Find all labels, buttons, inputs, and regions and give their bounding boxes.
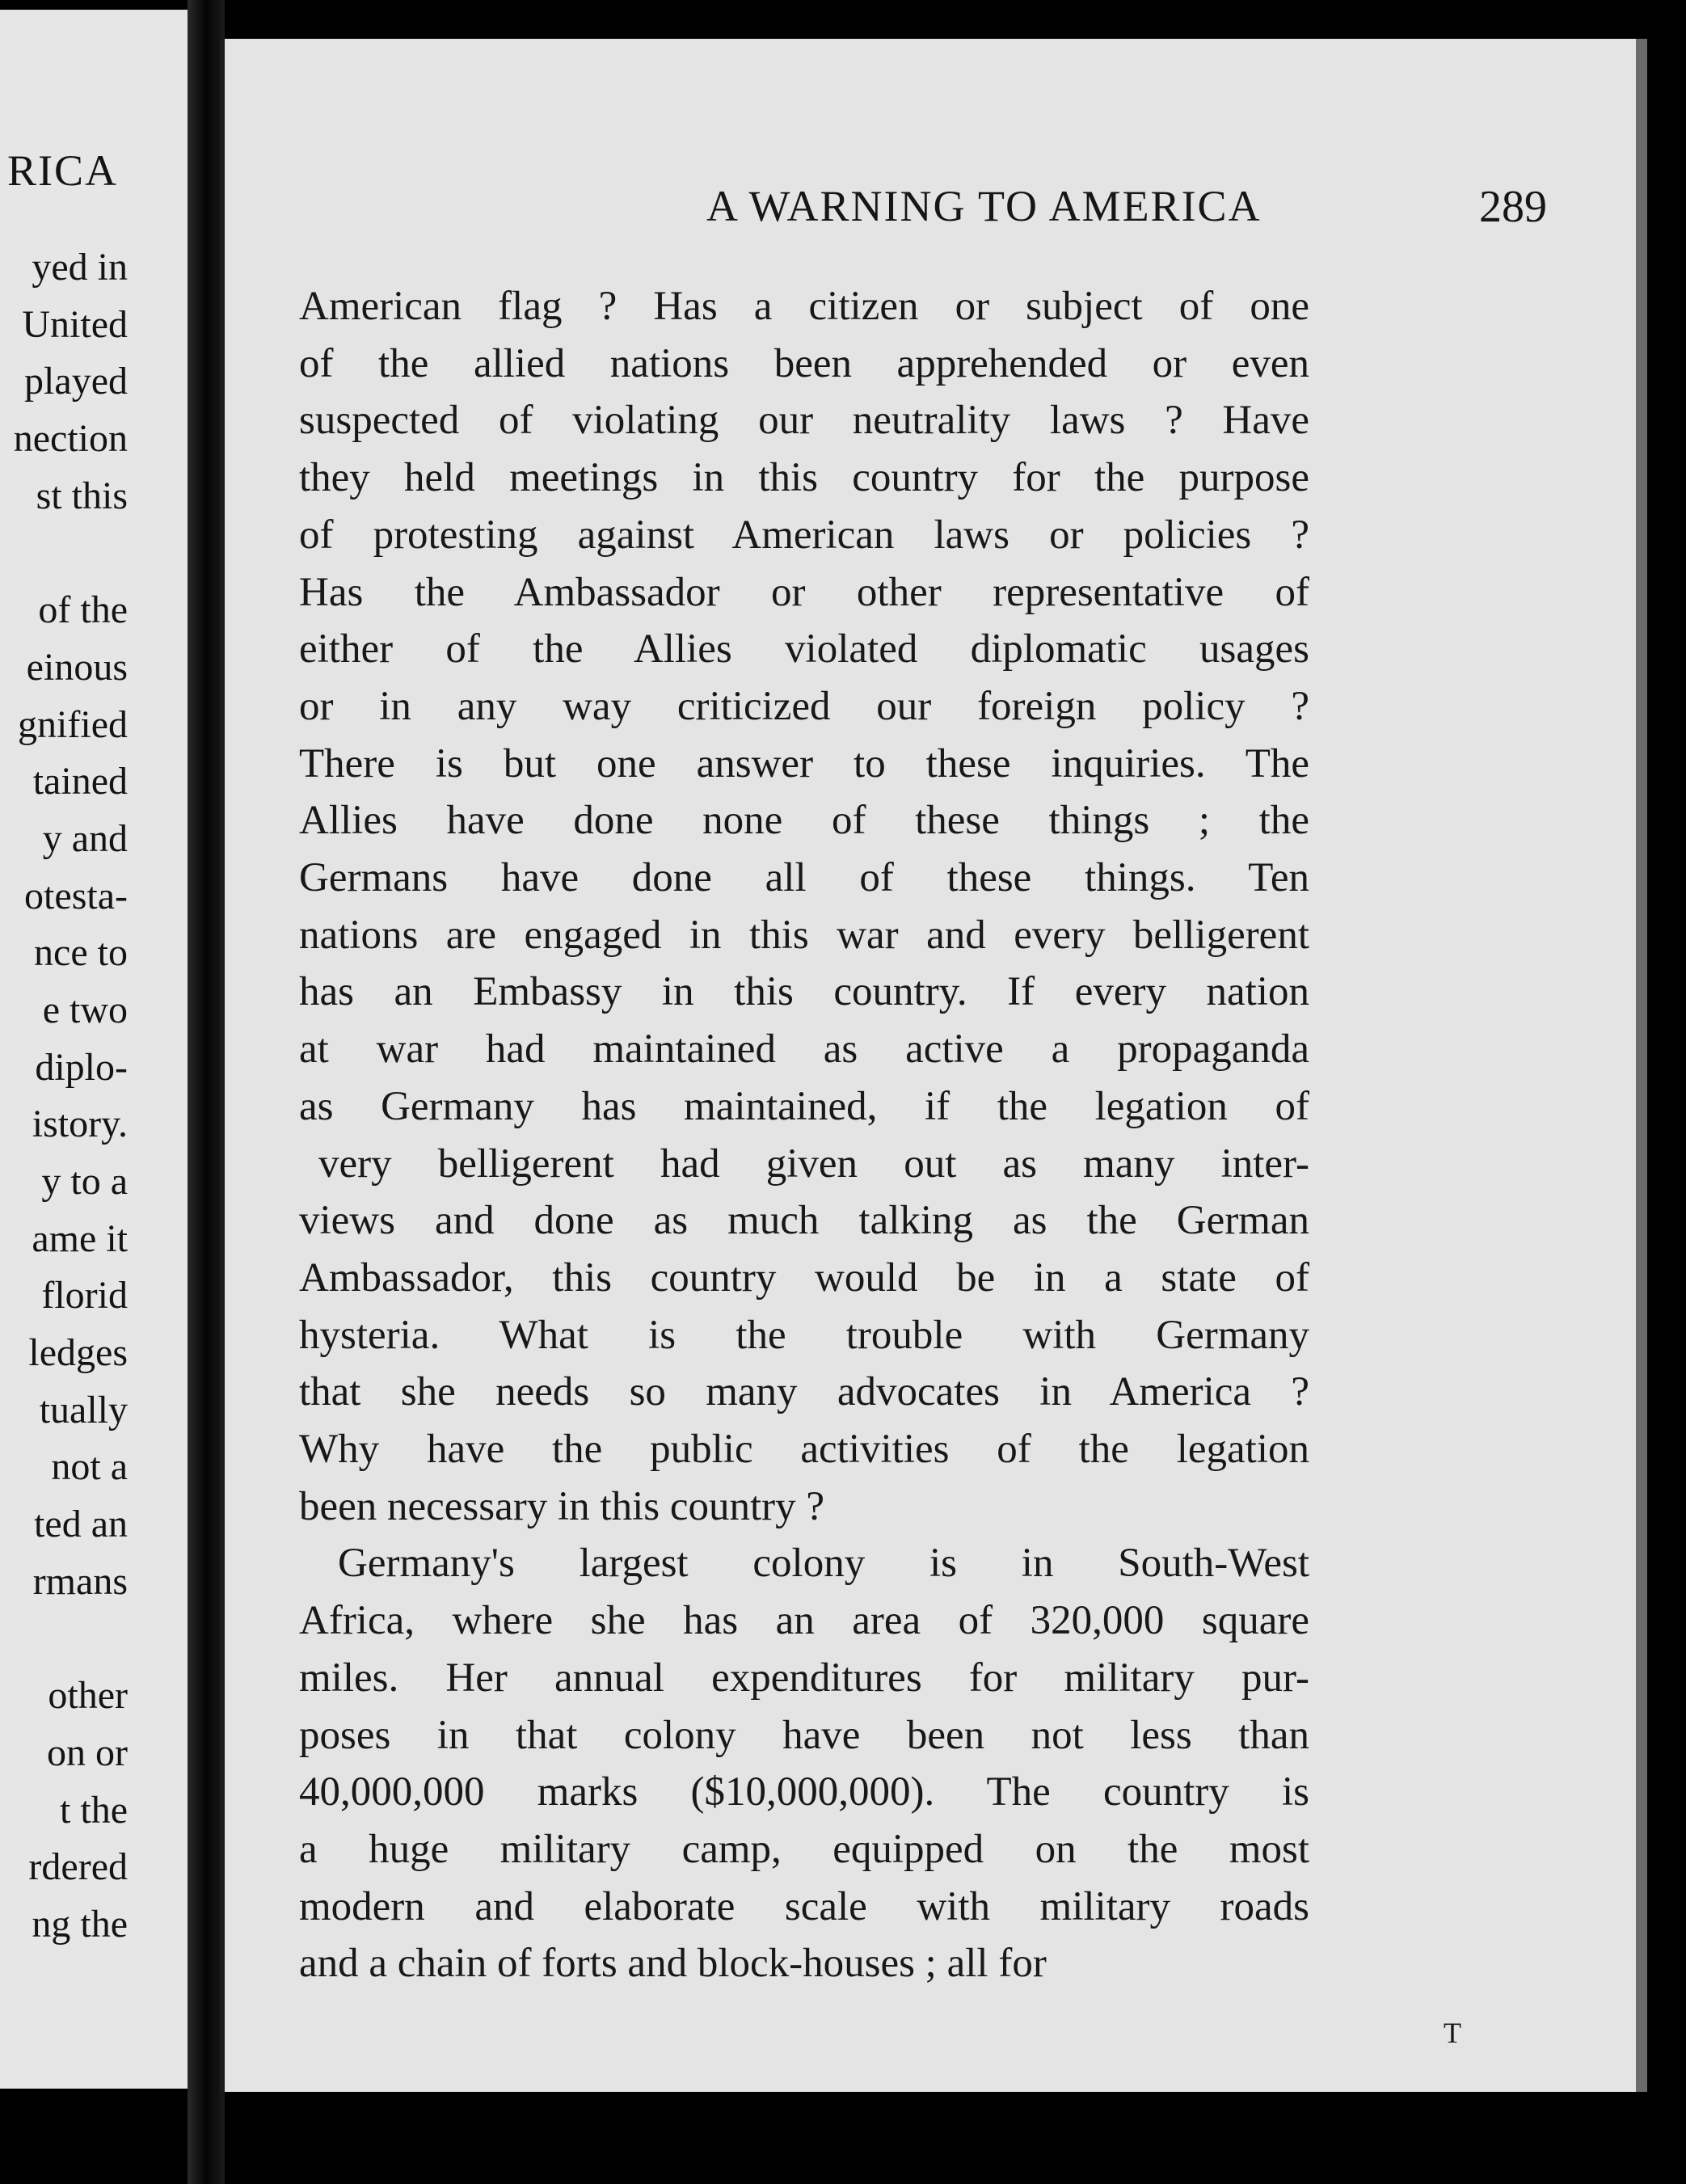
text-line: they held meetings in this country for the purpose bbox=[299, 455, 1309, 501]
text-line: Africa, where she has an area of 320,000 square bbox=[299, 1598, 1309, 1644]
left-page-running-head: RICA bbox=[6, 146, 118, 195]
left-page-line: y to a bbox=[41, 1160, 128, 1203]
text-line: poses in that colony have been not less than bbox=[299, 1712, 1309, 1758]
text-line: Ambassador, this country would be in a state of bbox=[299, 1254, 1309, 1301]
text-line: been necessary in this country ? bbox=[299, 1483, 825, 1529]
left-page-line: other bbox=[48, 1674, 128, 1718]
left-page-line: on or bbox=[47, 1731, 128, 1774]
left-page-line: gnified bbox=[18, 702, 128, 746]
left-page-line: ted an bbox=[34, 1503, 128, 1546]
left-facing-page bbox=[0, 10, 199, 2089]
left-page-line: not a bbox=[51, 1445, 128, 1489]
left-page-text bbox=[14, 239, 128, 1954]
left-page-line bbox=[14, 525, 128, 582]
left-page-line: diplo- bbox=[35, 1045, 128, 1089]
left-page-line: otesta- bbox=[24, 874, 128, 917]
text-line: Germany's largest colony is in South-West bbox=[338, 1541, 1309, 1587]
text-line: views and done as much talking as the German bbox=[299, 1198, 1309, 1244]
text-line: hysteria. What is the trouble with Germany bbox=[299, 1312, 1309, 1358]
text-line: There is but one answer to these inquiries. The bbox=[299, 740, 1309, 786]
left-page-line: ame it bbox=[32, 1216, 128, 1260]
left-page-line: played bbox=[24, 360, 128, 403]
left-page-line: tained bbox=[32, 760, 128, 803]
left-page-line bbox=[14, 1611, 128, 1668]
text-line: of protesting against American laws or policies ? bbox=[299, 512, 1309, 558]
left-page-line: rmans bbox=[32, 1559, 128, 1603]
text-line: of the allied nations been apprehended or even bbox=[299, 340, 1309, 386]
text-line: Why have the public activities of the legation bbox=[299, 1427, 1309, 1472]
left-page-line: e two bbox=[42, 988, 128, 1031]
text-line: very belligerent had given out as many inter- bbox=[318, 1140, 1309, 1187]
text-line: that she needs so many advocates in America ? bbox=[299, 1369, 1309, 1415]
left-page-line: ledges bbox=[28, 1331, 128, 1375]
text-line: miles. Her annual expenditures for military pur- bbox=[299, 1655, 1309, 1701]
text-line: American flag ? Has a citizen or subject of one bbox=[299, 284, 1309, 329]
left-page-line: rdered bbox=[28, 1845, 128, 1889]
left-page-line: einous bbox=[26, 645, 128, 689]
text-line: at war had maintained as active a propaganda bbox=[299, 1027, 1309, 1073]
text-line: Has the Ambassador or other representative of bbox=[299, 569, 1309, 615]
left-page-line: st this bbox=[36, 474, 128, 517]
left-page-line: of the bbox=[38, 588, 128, 632]
running-title: A WARNING TO AMERICA bbox=[706, 182, 1262, 230]
right-page bbox=[220, 39, 1647, 2092]
left-page-line: florid bbox=[41, 1274, 128, 1318]
left-page-line: nection bbox=[13, 417, 128, 461]
text-line: 40,000,000 marks ($10,000,000). The country is bbox=[299, 1769, 1309, 1815]
text-line: and a chain of forts and block-houses ; all for bbox=[299, 1941, 1047, 1987]
left-page-line: t the bbox=[60, 1788, 128, 1832]
left-page-line: ng the bbox=[32, 1902, 128, 1946]
signature-mark: T bbox=[1444, 2017, 1461, 2049]
text-line: Germans have done all of these things. Ten bbox=[299, 855, 1309, 900]
left-page-line: tually bbox=[39, 1388, 128, 1431]
page-number: 289 bbox=[1479, 182, 1547, 232]
text-line: has an Embassy in this country. If every nation bbox=[299, 969, 1309, 1015]
text-line: suspected of violating our neutrality laws ? Have bbox=[299, 398, 1309, 444]
left-page-line: United bbox=[22, 302, 128, 346]
running-head bbox=[488, 181, 1547, 246]
left-page-line: yed in bbox=[32, 246, 128, 289]
text-line: or in any way criticized our foreign policy ? bbox=[299, 683, 1309, 729]
left-page-line: istory. bbox=[32, 1103, 128, 1146]
text-line: as Germany has maintained, if the legation of bbox=[299, 1083, 1309, 1129]
text-line: Allies have done none of these things ; the bbox=[299, 798, 1309, 844]
left-page-line: y and bbox=[42, 816, 128, 860]
text-line: nations are engaged in this war and every belligerent bbox=[299, 912, 1309, 958]
text-line: modern and elaborate scale with military roads bbox=[299, 1883, 1309, 1929]
text-line: a huge military camp, equipped on the most bbox=[299, 1826, 1309, 1872]
left-page-line: nce to bbox=[34, 931, 128, 975]
text-line: either of the Allies violated diplomatic usages bbox=[299, 626, 1309, 672]
